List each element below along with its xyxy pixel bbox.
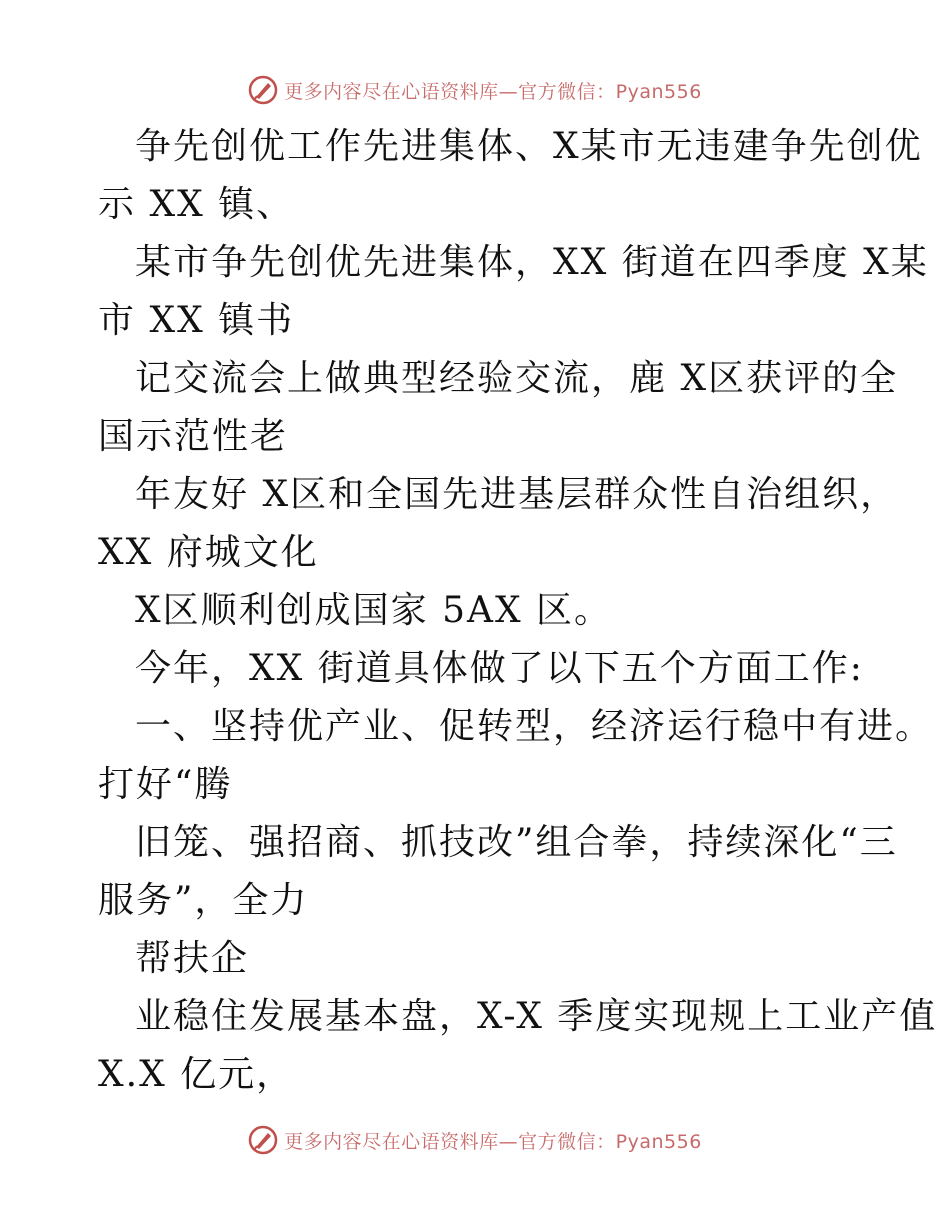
watermark-text: 更多内容尽在心语资料库—官方微信：Pyan556 [284, 1130, 702, 1153]
text-line: 服务”，全力 [98, 880, 309, 921]
footer-watermark [0, 1120, 950, 1160]
text-line: 一、坚持优产业、促转型，经济运行稳中有进。 [135, 706, 934, 747]
text-line: 帮扶企 [135, 938, 250, 979]
text-line: 打好“腾 [98, 764, 233, 805]
text-line: XX 府城文化 [98, 532, 319, 573]
text-line: 市 XX 镇书 [98, 300, 295, 341]
text-line: 国示范性老 [98, 416, 289, 457]
text-line: 今年，XX 街道具体做了以下五个方面工作: [135, 648, 864, 689]
text-line: 某市争先创优先进集体，XX 街道在四季度 X某 [135, 242, 929, 283]
watermark-text: 更多内容尽在心语资料库—官方微信：Pyan556 [284, 80, 702, 103]
header-watermark [0, 70, 950, 110]
text-line: X区顺利创成国家 5AX 区。 [135, 590, 613, 631]
text-line: 示 XX 镇、 [98, 184, 295, 225]
quill-pen-seal-icon [248, 75, 278, 105]
text-line: X.X 亿元， [98, 1054, 295, 1095]
text-line: 争先创优工作先进集体、X某市无违建争先创优 [135, 126, 923, 167]
quill-pen-seal-icon [248, 1125, 278, 1155]
text-line: 业稳住发展基本盘，X-X 季度实现规上工业产值 [135, 996, 938, 1037]
text-line: 旧笼、强招商、抓技改”组合拳，持续深化“三 [135, 822, 898, 863]
text-line: 记交流会上做典型经验交流，鹿 X区获评的全 [135, 358, 899, 399]
text-line: 年友好 X区和全国先进基层群众性自治组织， [135, 474, 899, 515]
